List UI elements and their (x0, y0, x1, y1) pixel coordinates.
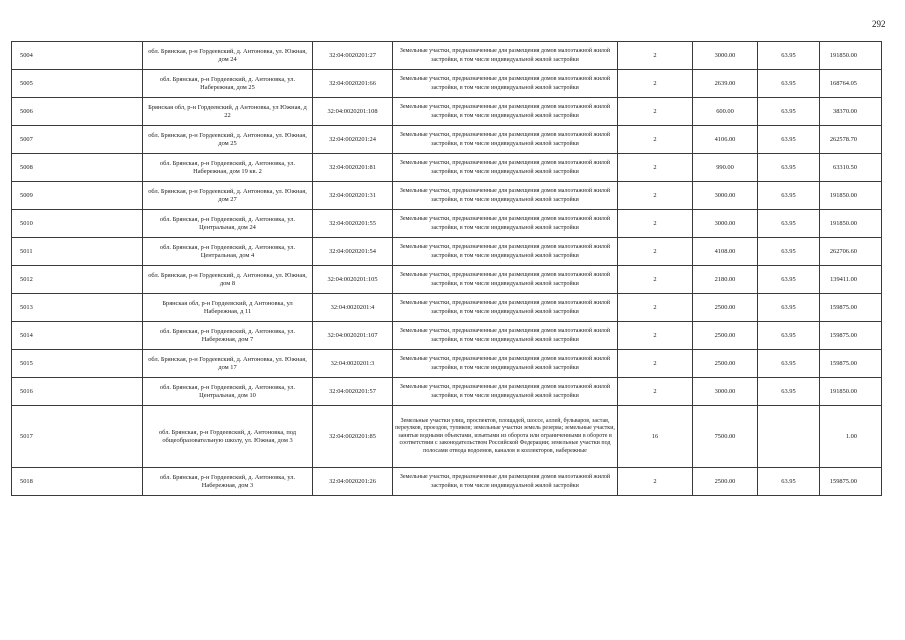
group-cell: 2 (618, 70, 693, 98)
cadastral-number-cell: 32:04:0020201:54 (313, 238, 393, 266)
area-cell: 990.00 (693, 154, 758, 182)
land-use-cell: Земельные участки, предназначенные для размещения домов малоэтажной жилой застройки, в том числе индивидуальной жилой застройки (393, 468, 618, 496)
area-cell: 600.00 (693, 98, 758, 126)
table-row (12, 210, 882, 238)
cadastral-value-cell: 191850.00 (820, 42, 882, 70)
address-cell: обл. Брянская, р-н Гордеевский, д. Антоновка, ул. Набережная, дом 7 (143, 322, 313, 350)
area-cell: 2180.00 (693, 266, 758, 294)
row-number: 5011 (12, 238, 143, 266)
address-cell: обл. Брянская, р-н Гордеевский, д. Антоновка, под общеобразовательную школу, ул. Южная, дом 3 (143, 406, 313, 468)
group-cell: 2 (618, 154, 693, 182)
group-cell: 2 (618, 322, 693, 350)
cadastral-number-cell: 32:04:0020201:4 (313, 294, 393, 322)
rate-cell: 63.95 (758, 154, 820, 182)
group-cell: 2 (618, 294, 693, 322)
table-body (12, 42, 882, 496)
land-use-cell: Земельные участки, предназначенные для размещения домов малоэтажной жилой застройки, в том числе индивидуальной жилой застройки (393, 98, 618, 126)
row-number: 5006 (12, 98, 143, 126)
rate-cell: 63.95 (758, 266, 820, 294)
page-number: 292 (872, 19, 886, 29)
table-row (12, 98, 882, 126)
group-cell: 2 (618, 210, 693, 238)
area-cell: 2500.00 (693, 322, 758, 350)
table-row (12, 70, 882, 98)
group-cell: 2 (618, 182, 693, 210)
table-row (12, 238, 882, 266)
rate-cell: 63.95 (758, 350, 820, 378)
land-use-cell: Земельные участки, предназначенные для размещения домов малоэтажной жилой застройки, в том числе индивидуальной жилой застройки (393, 266, 618, 294)
address-cell: обл. Брянская, р-н Гордеевский, д. Антоновка, ул. Южная, дом 17 (143, 350, 313, 378)
group-cell: 2 (618, 266, 693, 294)
address-cell: обл. Брянская, р-н Гордеевский, д. Антоновка, ул. Южная, дом 27 (143, 182, 313, 210)
land-use-cell: Земельные участки, предназначенные для размещения домов малоэтажной жилой застройки, в том числе индивидуальной жилой застройки (393, 42, 618, 70)
group-cell: 2 (618, 350, 693, 378)
rate-cell: 63.95 (758, 238, 820, 266)
table-row (12, 182, 882, 210)
row-number: 5009 (12, 182, 143, 210)
land-use-cell: Земельные участки, предназначенные для размещения домов малоэтажной жилой застройки, в том числе индивидуальной жилой застройки (393, 70, 618, 98)
table-row (12, 126, 882, 154)
address-cell: обл. Брянская, р-н Гордеевский, д. Антоновка, ул. Центральная, дом 4 (143, 238, 313, 266)
cadastral-value-cell: 159875.00 (820, 468, 882, 496)
row-number: 5005 (12, 70, 143, 98)
land-use-cell: Земельные участки, предназначенные для размещения домов малоэтажной жилой застройки, в том числе индивидуальной жилой застройки (393, 182, 618, 210)
row-number: 5016 (12, 378, 143, 406)
table-row (12, 378, 882, 406)
cadastral-number-cell: 32:04:0020201:66 (313, 70, 393, 98)
group-cell: 2 (618, 98, 693, 126)
cadastral-value-cell: 191850.00 (820, 210, 882, 238)
land-use-cell: Земельные участки, предназначенные для размещения домов малоэтажной жилой застройки, в том числе индивидуальной жилой застройки (393, 154, 618, 182)
address-cell: Брянская обл, р-н Гордеевский, д Антоновка, ул Южная, д 22 (143, 98, 313, 126)
group-cell: 2 (618, 42, 693, 70)
table-row (12, 42, 882, 70)
table-row (12, 406, 882, 468)
land-use-cell: Земельные участки, предназначенные для размещения домов малоэтажной жилой застройки, в том числе индивидуальной жилой застройки (393, 238, 618, 266)
area-cell: 3000.00 (693, 182, 758, 210)
cadastral-number-cell: 32:04:0020201:24 (313, 126, 393, 154)
row-number: 5008 (12, 154, 143, 182)
group-cell: 2 (618, 378, 693, 406)
cadastral-number-cell: 32:04:0020201:31 (313, 182, 393, 210)
table-row (12, 294, 882, 322)
cadastral-number-cell: 32:04:0020201:3 (313, 350, 393, 378)
area-cell: 3000.00 (693, 378, 758, 406)
cadastral-number-cell: 32:04:0020201:81 (313, 154, 393, 182)
cadastral-value-cell: 168764.05 (820, 70, 882, 98)
table-row (12, 468, 882, 496)
cadastral-value-cell: 159875.00 (820, 350, 882, 378)
land-use-cell: Земельные участки, предназначенные для размещения домов малоэтажной жилой застройки, в том числе индивидуальной жилой застройки (393, 378, 618, 406)
row-number: 5007 (12, 126, 143, 154)
area-cell: 4108.00 (693, 238, 758, 266)
row-number: 5013 (12, 294, 143, 322)
address-cell: обл. Брянская, р-н Гордеевский, д. Антоновка, ул. Южная, дом 25 (143, 126, 313, 154)
cadastral-number-cell: 32:04:0020201:57 (313, 378, 393, 406)
address-cell: обл. Брянская, р-н Гордеевский, д. Антоновка, ул. Центральная, дом 10 (143, 378, 313, 406)
rate-cell: 63.95 (758, 468, 820, 496)
row-number: 5014 (12, 322, 143, 350)
cadastral-number-cell: 32:04:0020201:55 (313, 210, 393, 238)
row-number: 5004 (12, 42, 143, 70)
land-use-cell: Земельные участки, предназначенные для размещения домов малоэтажной жилой застройки, в том числе индивидуальной жилой застройки (393, 294, 618, 322)
group-cell: 16 (618, 406, 693, 468)
rate-cell: 63.95 (758, 210, 820, 238)
cadastral-number-cell: 32:04:0020201:85 (313, 406, 393, 468)
area-cell: 2500.00 (693, 350, 758, 378)
cadastral-number-cell: 32:04:0020201:26 (313, 468, 393, 496)
cadastral-value-cell: 262578.70 (820, 126, 882, 154)
cadastral-value-cell: 159875.00 (820, 294, 882, 322)
address-cell: обл. Брянская, р-н Гордеевский, д. Антоновка, ул. Центральная, дом 24 (143, 210, 313, 238)
address-cell: обл. Брянская, р-н Гордеевский, д. Антоновка, ул. Набережная, дом 3 (143, 468, 313, 496)
rate-cell: 63.95 (758, 294, 820, 322)
cadastral-number-cell: 32:04:0020201:107 (313, 322, 393, 350)
address-cell: обл. Брянская, р-н Гордеевский, д. Антоновка, ул. Южная, дом 24 (143, 42, 313, 70)
cadastral-value-cell: 191850.00 (820, 378, 882, 406)
land-use-cell: Земельные участки, предназначенные для размещения домов малоэтажной жилой застройки, в том числе индивидуальной жилой застройки (393, 322, 618, 350)
rate-cell: 63.95 (758, 126, 820, 154)
rate-cell: 63.95 (758, 70, 820, 98)
land-register-table (11, 41, 882, 496)
area-cell: 4106.00 (693, 126, 758, 154)
area-cell: 2500.00 (693, 294, 758, 322)
rate-cell: 63.95 (758, 182, 820, 210)
row-number: 5015 (12, 350, 143, 378)
address-cell: Брянская обл, р-н Гордеевский, д Антоновка, ул Набережная, д 11 (143, 294, 313, 322)
rate-cell (758, 406, 820, 468)
group-cell: 2 (618, 126, 693, 154)
area-cell: 3000.00 (693, 210, 758, 238)
area-cell: 2639.00 (693, 70, 758, 98)
address-cell: обл. Брянская, р-н Гордеевский, д. Антоновка, ул. Южная, дом 8 (143, 266, 313, 294)
cadastral-value-cell: 38370.00 (820, 98, 882, 126)
cadastral-value-cell: 63310.50 (820, 154, 882, 182)
cadastral-number-cell: 32:04:0020201:105 (313, 266, 393, 294)
row-number: 5012 (12, 266, 143, 294)
rate-cell: 63.95 (758, 378, 820, 406)
rate-cell: 63.95 (758, 322, 820, 350)
group-cell: 2 (618, 238, 693, 266)
cadastral-value-cell: 159875.00 (820, 322, 882, 350)
land-use-cell: Земельные участки, предназначенные для размещения домов малоэтажной жилой застройки, в том числе индивидуальной жилой застройки (393, 126, 618, 154)
address-cell: обл. Брянская, р-н Гордеевский, д. Антоновка, ул. Набережная, дом 25 (143, 70, 313, 98)
cadastral-value-cell: 191850.00 (820, 182, 882, 210)
cadastral-value-cell: 1.00 (820, 406, 882, 468)
row-number: 5017 (12, 406, 143, 468)
rate-cell: 63.95 (758, 42, 820, 70)
land-use-cell: Земельные участки улиц, проспектов, площадей, шоссе, аллей, бульваров, застав, переулков, проездов, тупиков; земельные участки земель резерва; земельные участки, занятые водными объектами, изъятыми из оборота или ограниченными в обороте в соответствии с законодательством Российской Федерации; земельные участки под полосами отвода водоемов, каналов и коллекторов, набережные (393, 406, 618, 468)
group-cell: 2 (618, 468, 693, 496)
cadastral-number-cell: 32:04:0020201:27 (313, 42, 393, 70)
area-cell: 3000.00 (693, 42, 758, 70)
address-cell: обл. Брянская, р-н Гордеевский, д. Антоновка, ул. Набережная, дом 19 кв. 2 (143, 154, 313, 182)
row-number: 5018 (12, 468, 143, 496)
cadastral-number-cell: 32:04:0020201:108 (313, 98, 393, 126)
rate-cell: 63.95 (758, 98, 820, 126)
table-row (12, 350, 882, 378)
cadastral-value-cell: 139411.00 (820, 266, 882, 294)
table-row (12, 154, 882, 182)
area-cell: 2500.00 (693, 468, 758, 496)
area-cell: 7500.00 (693, 406, 758, 468)
row-number: 5010 (12, 210, 143, 238)
cadastral-value-cell: 262706.60 (820, 238, 882, 266)
land-use-cell: Земельные участки, предназначенные для размещения домов малоэтажной жилой застройки, в том числе индивидуальной жилой застройки (393, 350, 618, 378)
table-row (12, 322, 882, 350)
table-row (12, 266, 882, 294)
land-use-cell: Земельные участки, предназначенные для размещения домов малоэтажной жилой застройки, в том числе индивидуальной жилой застройки (393, 210, 618, 238)
